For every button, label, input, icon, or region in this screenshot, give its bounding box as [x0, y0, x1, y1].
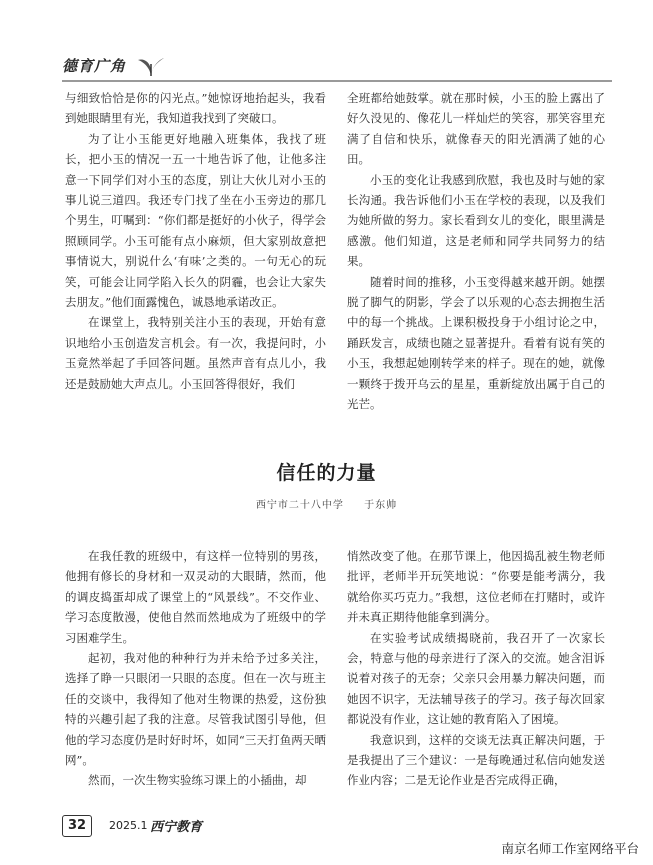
article-right-column [347, 546, 605, 791]
paragraph: 全班都给她鼓掌。就在那时候，小玉的脸上露出了好久没见的、像花儿一样灿烂的笑容，那笑容里充满了自信和快乐，就像春天的阳光洒满了她的心田。 [347, 91, 605, 167]
paragraph: 我意识到，这样的交谈无法真正解决问题，于是我提出了三个建议：一是每晚通过私信向她发送作业内容；二是无论作业是否完成得正确， [347, 732, 605, 788]
section-header [62, 52, 172, 80]
paragraph: 小玉的变化让我感到欣慰，我也及时与她的家长沟通。我告诉他们小玉在学校的表现，以及我们为她所做的努力。家长看到女儿的变化，眼里满是感激。他们知道，这是老师和同学共同努力的结果。 [347, 172, 605, 269]
paragraph: 悄然改变了他。在那节课上，他因捣乱被生物老师批评，老师半开玩笑地说：“你要是能考满分，我就给你买巧克力。”我想，这位老师在打赌时，或许并未真正期待他能拿到满分。 [347, 549, 605, 625]
article-left-column [65, 546, 326, 791]
issue-number: 2025.1 [109, 819, 148, 832]
paragraph: 在课堂上，我特别关注小玉的表现，开始有意识地给小玉创造发言机会。有一次，我提问时，小玉竟然举起了手回答问题。虽然声音有点儿小，我还是鼓励她大声点儿。小玉回答得很好，我们 [65, 315, 326, 391]
paragraph: 在我任教的班级中，有这样一位特别的男孩，他拥有修长的身材和一双灵动的大眼睛，然而，他的调皮捣蛋却成了课堂上的“风景线”。不交作业、学习态度散漫，使他自然而然地成为了班级中的学习困难学生。 [65, 549, 326, 645]
paragraph: 随着时间的推移，小玉变得越来越开朗。她摆脱了脚气的阴影，学会了以乐观的心态去拥抱生活中的每一个挑战。上课积极投身于小组讨论之中，踊跃发言，成绩也随之显著提升。看着有说有笑的小玉，我想起她刚转学来的样子。现在的她，就像一颗终于拨开乌云的星星，重新绽放出属于自己的光芒。 [347, 274, 605, 412]
prev-article-left-column [65, 88, 326, 394]
prev-article-right-column [347, 88, 605, 415]
author-school: 西宁市二十八中学 [255, 500, 344, 511]
article-byline [0, 496, 653, 511]
sprout-logo-icon [136, 52, 166, 78]
author-name: 于东帅 [364, 500, 398, 511]
paragraph: 起初，我对他的种种行为并未给予过多关注，选择了睁一只眼闭一只眼的态度。但在一次与班主任的交谈中，我得知了他对生物课的热爱，这份独特的兴趣引起了我的注意。尽管我试图引导他，但他的学习态度仍是时好时坏，如同“三天打鱼两天晒网”。 [65, 651, 326, 768]
journal-name: 西宁教育 [150, 820, 203, 835]
page-number: 32 [62, 815, 92, 837]
header-divider [62, 80, 612, 82]
paragraph: 然而，一次生物实验练习课上的小插曲，却 [88, 773, 307, 788]
watermark: 南京名师工作室网络平台 [501, 841, 639, 856]
page-footer [62, 815, 362, 841]
article-title: 信任的力量 [276, 462, 377, 484]
paragraph: 为了让小玉能更好地融入班集体，我找了班长，把小玉的情况一五一十地告诉了他，让他多注意一下同学们对小玉的态度，别让大伙儿对小玉的事儿说三道四。我还专门找了坐在小玉旁边的那几个男生，叮嘱到：“你们都是挺好的小伙子，得学会照顾同学。小玉可能有点小麻烦，但大家别故意把事情说大，别说什么‘有味’之类的。一句无心的玩笑，可能会让同学陷入长久的阴霾，也会让大家失去朋友。”他们面露愧色，诚恳地承诺改正。 [65, 131, 326, 310]
paragraph: 在实验考试成绩揭晓前，我召开了一次家长会，特意与他的母亲进行了深入的交流。她含泪诉说着对孩子的无奈；父亲只会用暴力解决问题，而她因不识字，无法辅导孩子的学习。孩子每次回家都说没有作业，这让她的教育陷入了困境。 [347, 630, 605, 727]
paragraph: 与细致恰恰是你的闪光点。”她惊讶地抬起头，我看到她眼睛里有光，我知道我找到了突破口。 [65, 91, 326, 126]
section-title: 德育广角 [62, 57, 127, 75]
